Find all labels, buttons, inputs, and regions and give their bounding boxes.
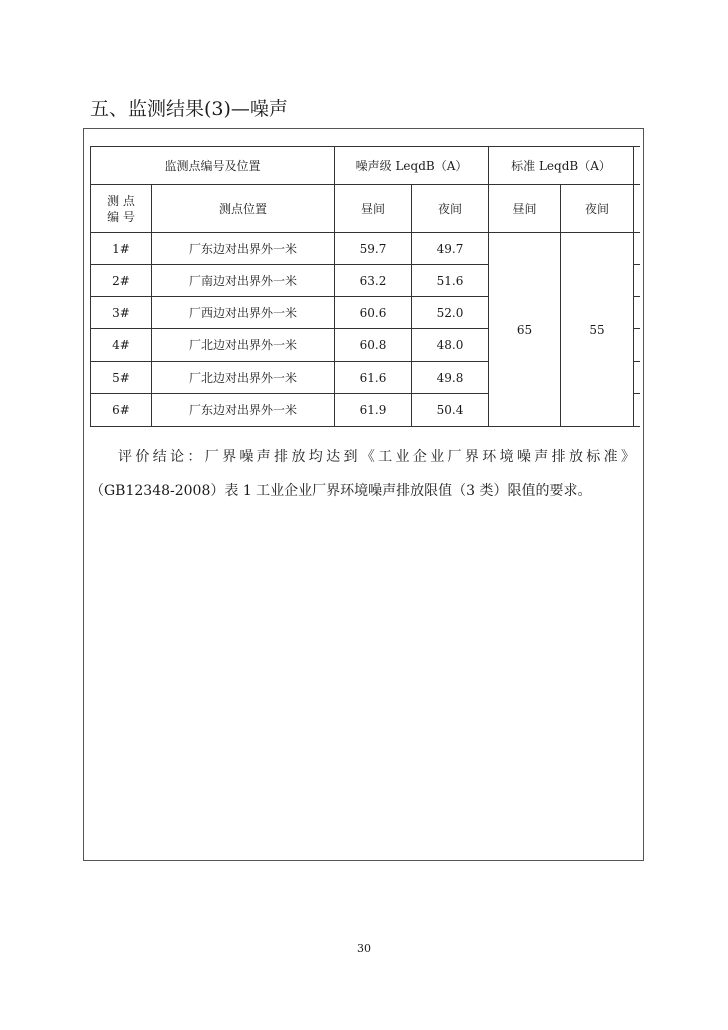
- header-standard-day: 昼间: [489, 185, 561, 233]
- point-id: 5#: [91, 362, 152, 394]
- point-id: 2#: [91, 265, 152, 297]
- point-id: 1#: [91, 233, 152, 265]
- table-edge-cell: [634, 329, 640, 362]
- level-night: 49.8: [412, 362, 489, 394]
- header-level-night: 夜间: [412, 185, 489, 233]
- header-standard-group: 标准 LeqdB（A）: [489, 147, 634, 185]
- header-row-sub: [91, 185, 640, 233]
- table-edge-cell: [634, 233, 640, 265]
- table-edge-cell: [634, 147, 640, 185]
- header-level-group: 噪声级 LeqdB（A）: [335, 147, 489, 185]
- level-day: 60.8: [335, 329, 412, 362]
- point-location: 厂北边对出界外一米: [152, 362, 335, 394]
- table-edge-cell: [634, 362, 640, 394]
- level-night: 49.7: [412, 233, 489, 265]
- point-id: 4#: [91, 329, 152, 362]
- standard-night-value: 55: [561, 233, 634, 427]
- header-point-id-text: 测 点 编 号: [107, 193, 135, 224]
- level-night: 51.6: [412, 265, 489, 297]
- level-day: 59.7: [335, 233, 412, 265]
- level-day: 61.9: [335, 394, 412, 427]
- point-location: 厂西边对出界外一米: [152, 297, 335, 329]
- table-edge-cell: [634, 297, 640, 329]
- standard-day-value: 65: [489, 233, 561, 427]
- header-location-group: 监测点编号及位置: [91, 147, 335, 185]
- point-location: 厂东边对出界外一米: [152, 394, 335, 427]
- point-id: 6#: [91, 394, 152, 427]
- evaluation-conclusion: [90, 440, 636, 508]
- table-edge-cell: [634, 185, 640, 233]
- header-point-location: 测点位置: [152, 185, 335, 233]
- page-number: 30: [357, 942, 371, 955]
- level-night: 50.4: [412, 394, 489, 427]
- table-edge-cell: [634, 265, 640, 297]
- section-title: 五、监测结果(3)—噪声: [90, 98, 288, 120]
- point-location: 厂东边对出界外一米: [152, 233, 335, 265]
- level-night: 52.0: [412, 297, 489, 329]
- level-day: 63.2: [335, 265, 412, 297]
- point-id: 3#: [91, 297, 152, 329]
- point-location: 厂北边对出界外一米: [152, 329, 335, 362]
- level-day: 60.6: [335, 297, 412, 329]
- table-row: [91, 233, 640, 265]
- header-standard-night: 夜间: [561, 185, 634, 233]
- header-row-group: [91, 147, 640, 185]
- point-location: 厂南边对出界外一米: [152, 265, 335, 297]
- level-day: 61.6: [335, 362, 412, 394]
- table-edge-cell: [634, 394, 640, 427]
- noise-results-table: [90, 146, 640, 427]
- header-level-day: 昼间: [335, 185, 412, 233]
- header-point-id: [91, 185, 152, 233]
- level-night: 48.0: [412, 329, 489, 362]
- conclusion-line-2: （GB12348-2008）表 1 工业企业厂界环境噪声排放限值（3 类）限值的要求。: [90, 483, 592, 499]
- conclusion-line-1: 评价结论：厂界噪声排放均达到《工业企业厂界环境噪声排放标准》: [118, 449, 636, 465]
